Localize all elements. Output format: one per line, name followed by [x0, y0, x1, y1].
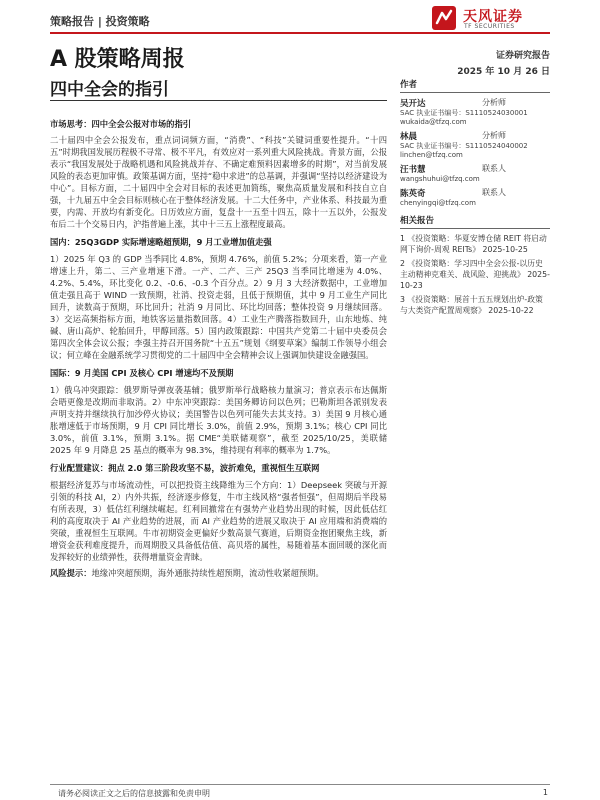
section-heading: 国内：25Q3GDP 实际增速略超预期，9 月工业增加值走强: [50, 237, 272, 247]
related-reports: [400, 214, 550, 316]
section-heading: 市场思考：四中全会公报对市场的指引: [50, 119, 192, 129]
related-report-link[interactable]: 3 《投资策略：展首十五五规划出炉-政策与大类资产配置周观察》 2025-10-22: [400, 295, 543, 315]
author-email[interactable]: chenyingqi@tfzq.com: [400, 199, 476, 207]
footer-divider: [50, 784, 550, 785]
report-type: 证券研究报告: [495, 51, 550, 61]
company-logo: [430, 4, 550, 32]
sidebar: [400, 78, 550, 319]
author-card: [400, 163, 550, 184]
risk-note: [50, 567, 387, 579]
author-role: 分析师: [482, 131, 506, 140]
author-license: SAC 执业证书编号：S1110524030001: [400, 109, 528, 117]
author-email[interactable]: linchen@tfzq.com: [400, 151, 463, 159]
author-license: SAC 执业证书编号：S1110524040002: [400, 142, 528, 150]
author-email[interactable]: wangshuhui@tfzq.com: [400, 175, 480, 183]
subtitle-divider: [50, 100, 387, 101]
section-paragraph: 二十届四中全会公报发布，重点词词频方面，“消费”、“科技”关键词重要性提升。“十四五”时期我国发展历程极不寻常、极不平凡，有效应对一系列重大风险挑战。背景方面，公报表示“我国发展处于战略机遇和风险挑战并存、不确定难预料因素增多的时期”，对当前发展风险的表态更加审慎。政策基调方面，坚持“稳中求进”的总基调，并强调“坚持以经济建设为中心”。目标方面，二十届四中全会对目标的表述更加简练，聚焦高质量发展和科技自立自强，十九届五中全会目标则核心在于整体经济发展。十二大任务中，产业体系、科技最为重要，内需、开放均有新变化。日历效应方面，复盘十一五至十四五，除十一五以外，公报发布后二十个交易日内，沪指普遍上涨，其中十三五上涨程度最高。: [50, 135, 387, 229]
risk-label: 风险提示：: [50, 568, 92, 578]
author-role: 联系人: [482, 188, 506, 197]
section-paragraph: 根据经济复苏与市场流动性，可以把投资主线降维为三个方向：1）Deepseek 突破与开源引领的科技 AI，2）内外共振，经济逐步修复，牛市主线风格“强者恒强”，但周期后半段易有所表现，3）低估红利继续崛起。红利回撤常在有强势产业趋势出现的时候，因此低估红利的高度取决于 AI 产业趋势的进展，而 AI 产业趋势的进展又取决于 AI 应用端和消费端的突破，重视恒生互联网。牛市初期资金更偏好少数高景气赛道，后期资金抱团聚焦主线，新增资金获利难度提升，而周期股又具备低估值、高贝塔的属性，易随着基本面回暖的深化而发挥较好的业绩弹性，获得增量资金青睐。: [50, 480, 387, 562]
header-divider: [50, 32, 550, 34]
disclaimer-note: 请务必阅读正文之后的信息披露和免责申明: [58, 789, 210, 798]
author-email[interactable]: wukaida@tfzq.com: [400, 118, 467, 126]
report-date: 2025 年 10 月 26 日: [457, 67, 550, 77]
author-role: 分析师: [482, 98, 506, 107]
page-subtitle: 四中全会的指引: [50, 80, 169, 100]
author-card: [400, 130, 550, 160]
authors-heading: 作者: [400, 78, 550, 93]
author-role: 联系人: [482, 164, 506, 173]
related-report-link[interactable]: 2 《投资策略：学习四中全会公报-以历史主动精神克难关、战风险、迎挑战》 2025-10-23: [400, 259, 550, 290]
risk-text: 地缘冲突超预期，海外通胀持续性超预期，流动性收紧超预期。: [91, 568, 324, 578]
section-heading: 行业配置建议：拥点 2.0 第三阶段攻坚不易，波折难免，重视恒生互联网: [50, 463, 320, 473]
author-name: 林晨: [400, 132, 418, 142]
author-card: [400, 187, 550, 208]
main-content: [50, 118, 387, 583]
related-report-link[interactable]: 1 《投资策略：华夏安博仓储 REIT 将启动网下询价-周观 REITs》 2025-10-25: [400, 234, 547, 254]
section-paragraph: 1）俄乌冲突跟踪：俄罗斯导弹夜袭基辅；俄罗斯举行战略核力量演习；普京表示布达佩斯会晤更像是改期而非取消。2）中东冲突跟踪：美国务卿访问以色列；巴勒斯坦各派别发表声明支持并继续执行加沙停火协议；美国警告以色列可能失去其支持。3）美国 9 月核心通胀增速低于市场预期，9 月 CPI 同比增长 3.0%，前值 2.9%，预期 3.1%；核心 CPI 同比 3.0%，前值 3.1%，预期 3.1%。据 CME“美联储观察”，截至 2025/10/25，美联储 2025 年 9 月降息 25 基点的概率为 98.3%，维持现有利率的概率为 1.7%。: [50, 385, 387, 455]
report-category: 策略报告 | 投资策略: [50, 15, 150, 28]
section-heading: 国际：9 月美国 CPI 及核心 CPI 增速均不及预期: [50, 368, 234, 378]
related-heading: 相关报告: [400, 214, 550, 229]
logo-mark-icon: [430, 4, 458, 32]
author-name: 汪书慧: [400, 165, 426, 175]
page-number: 1: [542, 788, 548, 797]
author-card: [400, 97, 550, 127]
author-name: 陈英奇: [400, 189, 426, 199]
page-title: A 股策略周报: [50, 47, 185, 72]
author-name: 吴开达: [400, 99, 426, 109]
section-paragraph: 1）2025 年 Q3 的 GDP 当季同比 4.8%，预期 4.76%，前值 5.2%；分项来看，第一产业增速上升，第二、三产业增速下滑。一产、二产、三产 25Q3 当季同比增速为 4.0%、4.2%、5.4%，环比变化 0.2、-0.6、-0.3 个百分点。2）9 月 3 大经济数据中，工业增加值走强且高于 WIND 一致预期，社消、投资走弱，且低于预期值，其中 9 月工业生产同比回升，读数高于预期，环比回升；社消 9 月同比、环比均回落；整体投资 9 月继续回落。3）交运高频指标方面，地铁客运量指数回落。4）工业生产腾落指数回升，山东地炼、纯碱、唐山高炉、轮胎回升，甲醇回落。5）国内政策跟踪：中国共产党第二十届中央委员会第四次全体会议公报；李强主持召开国务院“十五五”规划《纲要草案》编制工作领导小组会议；何立峰在金融系统学习贯彻党的二十届四中全会精神会议上强调加快建设金融强国。: [50, 254, 387, 360]
logo-subtext: TF SECURITIES: [464, 23, 515, 30]
logo-text: 天风证券: [463, 9, 523, 25]
